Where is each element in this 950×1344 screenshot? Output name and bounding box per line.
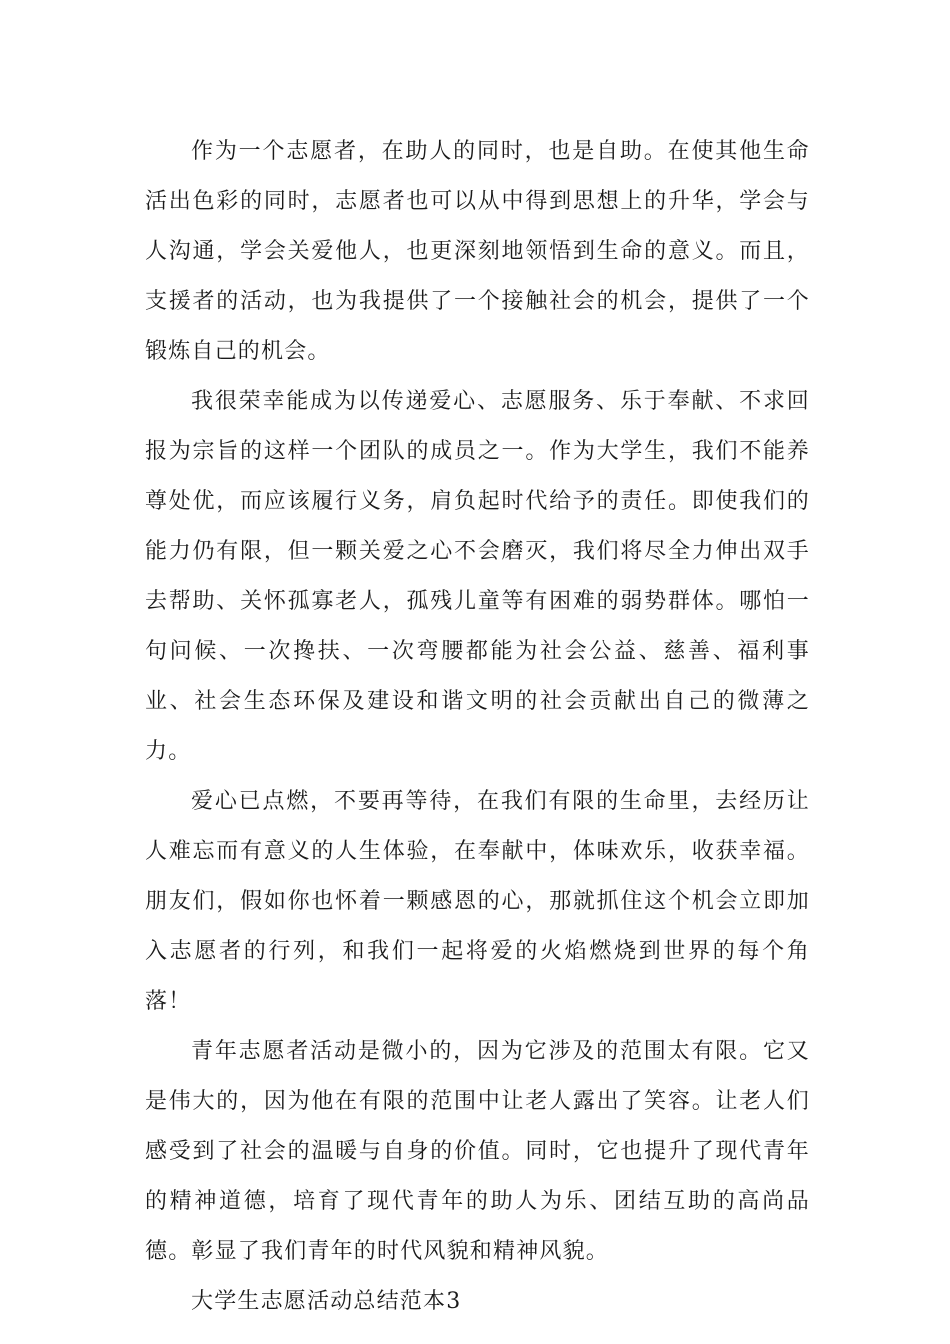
paragraph-2: 我很荣幸能成为以传递爱心、志愿服务、乐于奉献、不求回报为宗旨的这样一个团队的成员之一。作为大学生，我们不能养尊处优，而应该履行义务，肩负起时代给予的责任。即使我们的能力仍有限，但一颗关爱之心不会磨灭，我们将尽全力伸出双手去帮助、关怀孤寡老人，孤残儿童等有困难的弱势群体。哪怕一句问候、一次搀扶、一次弯腰都能为社会公益、慈善、福利事业、社会生态环保及建设和谐文明的社会贡献出自己的微薄之力。	[145, 389, 810, 764]
paragraph-4: 青年志愿者活动是微小的，因为它涉及的范围太有限。它又是伟大的，因为他在有限的范围中让老人露出了笑容。让老人们感受到了社会的温暖与自身的价值。同时，它也提升了现代青年的精神道德，培育了现代青年的助人为乐、团结互助的高尚品德。彰显了我们青年的时代风貌和精神风貌。	[145, 1039, 810, 1264]
paragraph-3: 爱心已点燃，不要再等待，在我们有限的生命里，去经历让人难忘而有意义的人生体验，在奉献中，体味欢乐，收获幸福。朋友们，假如你也怀着一颗感恩的心，那就抓住这个机会立即加入志愿者的行列，和我们一起将爱的火焰燃烧到世界的每个角落！	[145, 789, 810, 1014]
section-heading: 大学生志愿活动总结范本3	[191, 1289, 462, 1314]
paragraph-1: 作为一个志愿者，在助人的同时，也是自助。在使其他生命活出色彩的同时，志愿者也可以从中得到思想上的升华，学会与人沟通，学会关爱他人，也更深刻地领悟到生命的意义。而且，支援者的活动，也为我提供了一个接触社会的机会，提供了一个锻炼自己的机会。	[145, 139, 810, 364]
document-body	[145, 127, 810, 1327]
